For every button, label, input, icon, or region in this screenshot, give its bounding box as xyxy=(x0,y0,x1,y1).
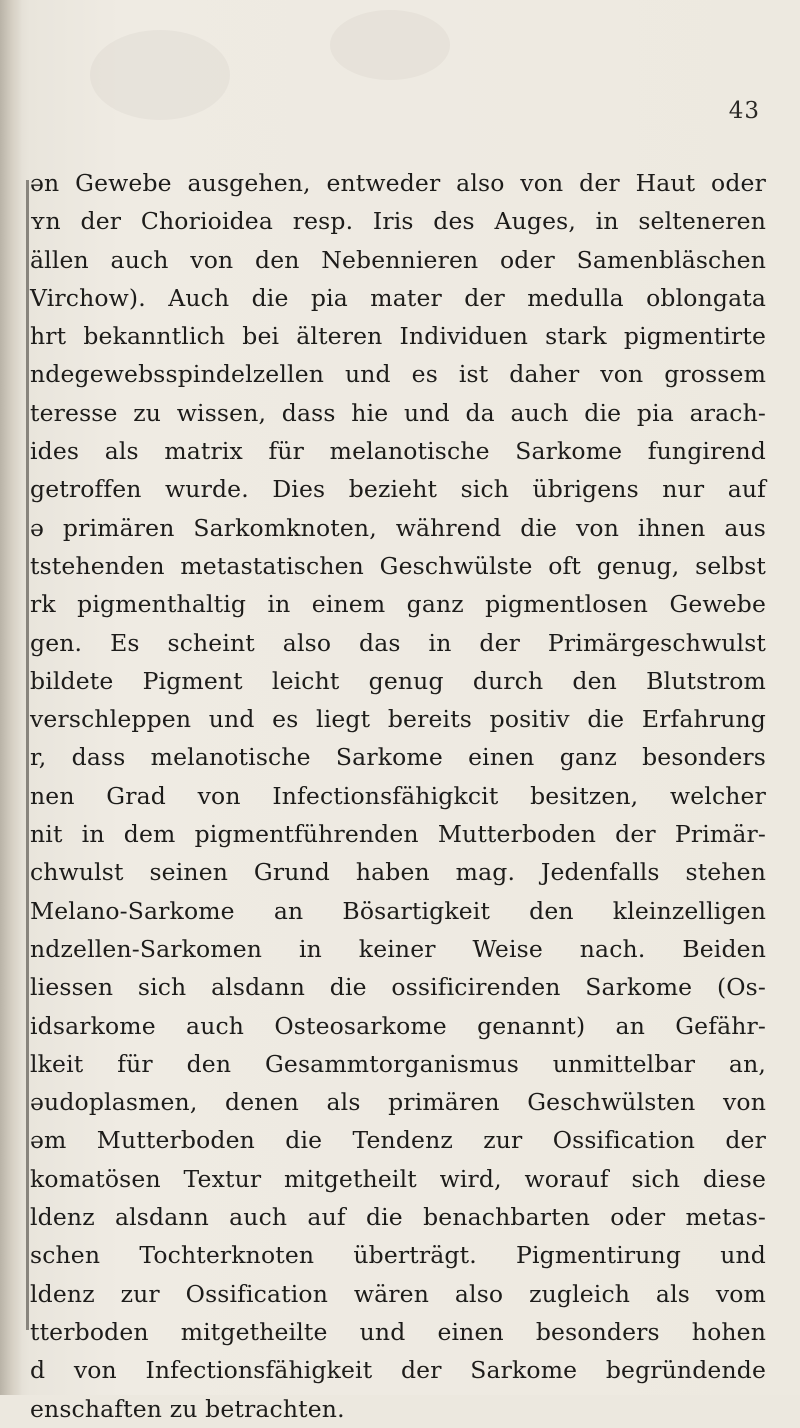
text-line: nit in dem pigmentführenden Mutterboden der Primär- xyxy=(30,820,766,849)
text-line: idsarkome auch Osteosarkome genannt) an Gefähr- xyxy=(30,1011,766,1040)
text-line: ndzellen-Sarkomen in keiner Weise nach. Beiden xyxy=(30,934,766,963)
text-line: rk pigmenthaltig in einem ganz pigmentlosen Gewebe xyxy=(30,590,766,619)
text-line: chwulst seinen Grund haben mag. Jedenfalls stehen xyxy=(30,858,766,887)
text-line: hrt bekanntlich bei älteren Individuen stark pigmentirte xyxy=(30,322,766,351)
binding-gutter-edge xyxy=(26,180,29,1330)
paper-stain xyxy=(90,30,230,120)
text-line: ällen auch von den Nebennieren oder Samenbläschen xyxy=(30,245,766,274)
text-line: əm Mutterboden die Tendenz zur Ossification der xyxy=(30,1126,766,1155)
text-line: d von Infectionsfähigkeit der Sarkome begründende xyxy=(30,1356,766,1385)
text-line: verschleppen und es liegt bereits positiv die Erfahrung xyxy=(30,705,766,734)
text-line: ldenz zur Ossification wären also zugleich als vom xyxy=(30,1279,766,1308)
text-line: tstehenden metastatischen Geschwülste oft genug, selbst xyxy=(30,551,766,580)
binding-gutter-shadow xyxy=(0,0,22,1395)
text-line: getroffen wurde. Dies bezieht sich übrigens nur auf xyxy=(30,475,766,504)
text-line: Virchow). Auch die pia mater der medulla oblongata xyxy=(30,283,766,312)
text-line: bildete Pigment leicht genug durch den Blutstrom xyxy=(30,666,766,695)
text-line: ldenz alsdann auch auf die benachbarten oder metas- xyxy=(30,1203,766,1232)
page-number: 43 xyxy=(728,98,760,124)
text-line: r, dass melanotische Sarkome einen ganz besonders xyxy=(30,743,766,772)
text-line: lkeit für den Gesammtorganismus unmittelbar an, xyxy=(30,1049,766,1078)
text-line: ə primären Sarkomknoten, während die von ihnen aus xyxy=(30,513,766,542)
text-line: enschaften zu betrachten. xyxy=(30,1394,345,1423)
text-line: ʏn der Chorioidea resp. Iris des Auges, in selteneren xyxy=(30,207,766,236)
paper-stain xyxy=(330,10,450,80)
text-line: gen. Es scheint also das in der Primärgeschwulst xyxy=(30,628,766,657)
text-line: schen Tochterknoten überträgt. Pigmentirung und xyxy=(30,1241,766,1270)
body-text xyxy=(30,164,766,1428)
text-line: komatösen Textur mitgetheilt wird, worauf sich diese xyxy=(30,1164,766,1193)
text-line: teresse zu wissen, dass hie und da auch die pia arach- xyxy=(30,398,766,427)
text-line: əudoplasmen, denen als primären Geschwülsten von xyxy=(30,1088,766,1117)
text-line: liessen sich alsdann die ossificirenden Sarkome (Os- xyxy=(30,973,766,1002)
text-line: tterboden mitgetheilte und einen besonders hohen xyxy=(30,1317,766,1346)
text-line: Melano-Sarkome an Bösartigkeit den kleinzelligen xyxy=(30,896,766,925)
text-line: ides als matrix für melanotische Sarkome fungirend xyxy=(30,437,766,466)
text-line: nen Grad von Infectionsfähigkcit besitzen, welcher xyxy=(30,781,766,810)
text-line: ən Gewebe ausgehen, entweder also von der Haut oder xyxy=(30,169,766,197)
text-line: ndegewebsspindelzellen und es ist daher von grossem xyxy=(30,360,766,389)
